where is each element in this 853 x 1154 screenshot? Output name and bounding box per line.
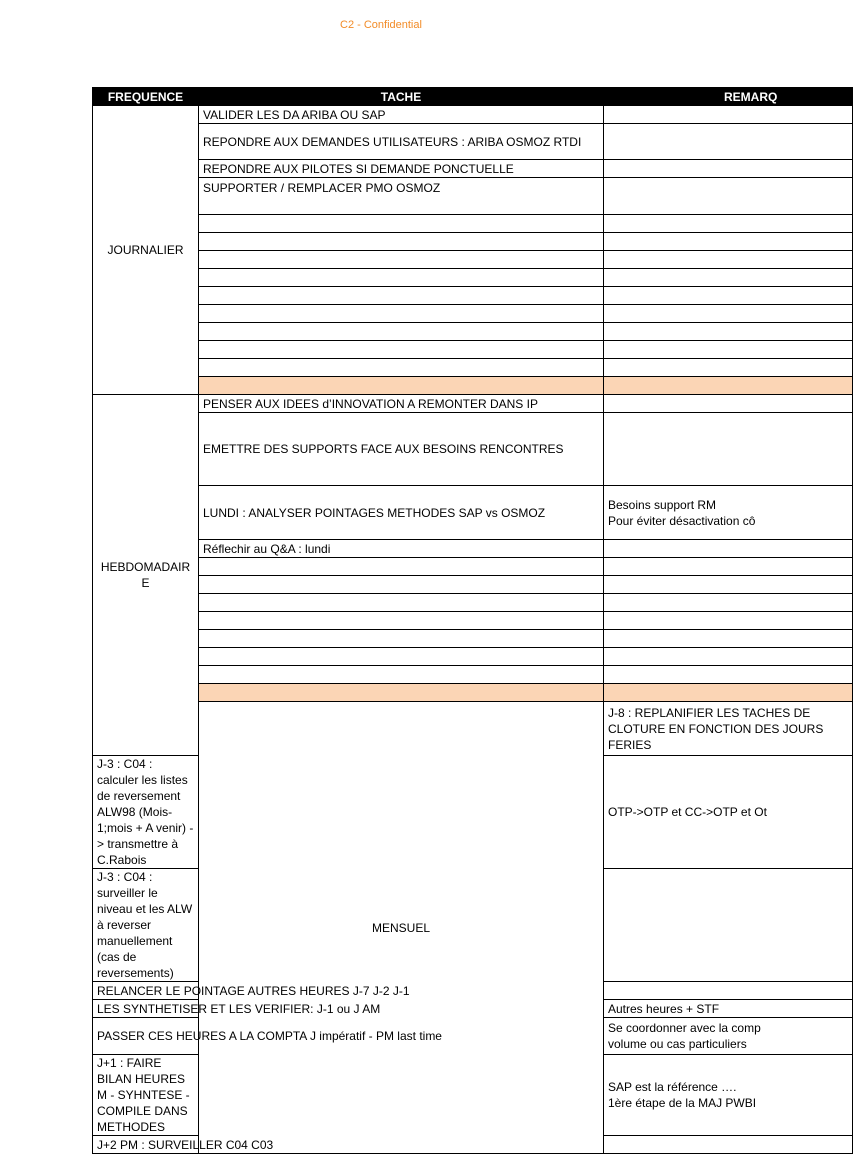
frequency-hebdomadaire-label: HEBDOMADAIRE (100, 560, 191, 590)
task-cell[interactable]: J+1 : FAIRE BILAN HEURES M - SYHNTESE - COMPILE DANS METHODES (93, 1055, 199, 1136)
table-row[interactable] (93, 486, 853, 540)
empty-row[interactable] (93, 630, 853, 648)
empty-row[interactable] (93, 323, 853, 341)
remark-cell[interactable] (604, 124, 853, 160)
remark-cell[interactable] (604, 341, 853, 359)
header-remarque: REMARQ (604, 88, 853, 106)
remark-cell[interactable] (604, 1018, 853, 1055)
task-cell[interactable]: EMETTRE DES SUPPORTS FACE AUX BESOINS RENCONTRES (199, 413, 604, 486)
task-cell[interactable] (199, 612, 604, 630)
remark-cell[interactable] (604, 287, 853, 305)
empty-row[interactable] (93, 269, 853, 287)
separator-row (93, 684, 853, 702)
table-row[interactable] (93, 178, 853, 215)
table-row[interactable] (93, 540, 853, 558)
empty-row[interactable] (93, 233, 853, 251)
separator-row (93, 377, 853, 395)
remark-cell[interactable] (604, 558, 853, 576)
separator-cell (604, 377, 853, 395)
separator-cell (199, 377, 604, 395)
task-table (92, 87, 853, 1154)
task-cell[interactable] (199, 215, 604, 233)
remark-cell[interactable] (604, 359, 853, 377)
remark-cell[interactable] (604, 160, 853, 178)
remark-cell[interactable] (604, 1055, 853, 1136)
task-cell[interactable] (199, 558, 604, 576)
task-cell[interactable]: PENSER AUX IDEES d’INNOVATION A REMONTER DANS IP (199, 395, 604, 413)
empty-row[interactable] (93, 341, 853, 359)
remark-cell[interactable] (604, 666, 853, 684)
remark-cell[interactable] (604, 251, 853, 269)
task-cell[interactable] (199, 576, 604, 594)
remark-line: Pour éviter désactivation cô (608, 513, 756, 528)
task-cell[interactable]: J-8 : REPLANIFIER LES TACHES DE CLOTURE EN FONCTION DES JOURS FERIES (604, 702, 853, 756)
remark-line: volume ou cas particuliers (608, 1037, 747, 1051)
remark-cell[interactable] (604, 215, 853, 233)
task-cell[interactable]: J+2 PM : SURVEILLER C04 C03 (93, 1136, 199, 1154)
table-row[interactable] (93, 124, 853, 160)
remark-cell[interactable] (604, 106, 853, 124)
separator-cell (199, 684, 604, 702)
empty-row[interactable] (93, 576, 853, 594)
task-cell[interactable] (199, 648, 604, 666)
task-cell[interactable] (199, 287, 604, 305)
task-cell[interactable]: SUPPORTER / REMPLACER PMO OSMOZ (199, 178, 604, 215)
remark-line: 1ère étape de la MAJ PWBI (608, 1096, 757, 1110)
remark-cell[interactable] (604, 576, 853, 594)
task-cell[interactable] (199, 233, 604, 251)
task-cell[interactable] (199, 594, 604, 612)
frequency-journalier: JOURNALIER (93, 106, 199, 395)
task-cell[interactable] (199, 630, 604, 648)
task-cell[interactable]: J-3 : C04 : calculer les listes de reversement ALW98 (Mois-1;mois + A venir) -> transmettre à C.Rabois (93, 756, 199, 869)
remark-cell[interactable] (604, 233, 853, 251)
empty-row[interactable] (93, 612, 853, 630)
empty-row[interactable] (93, 666, 853, 684)
separator-cell (604, 684, 853, 702)
task-cell[interactable]: PASSER CES HEURES A LA COMPTA J impératif - PM last time (93, 1018, 199, 1055)
task-cell[interactable] (199, 359, 604, 377)
remark-cell[interactable] (604, 305, 853, 323)
remark-cell[interactable] (604, 630, 853, 648)
remark-cell[interactable]: OTP->OTP et CC->OTP et Ot (604, 756, 853, 869)
remark-cell[interactable]: Autres heures + STF (604, 1000, 853, 1018)
task-cell[interactable] (199, 341, 604, 359)
table-row[interactable] (93, 413, 853, 486)
task-cell[interactable]: Réflechir au Q&A : lundi (199, 540, 604, 558)
remark-cell[interactable] (604, 612, 853, 630)
task-cell[interactable] (199, 323, 604, 341)
empty-row[interactable] (93, 251, 853, 269)
empty-row[interactable] (93, 558, 853, 576)
empty-row[interactable] (93, 305, 853, 323)
remark-cell[interactable] (604, 648, 853, 666)
task-cell[interactable]: VALIDER LES DA ARIBA OU SAP (199, 106, 604, 124)
task-cell[interactable]: LES SYNTHETISER ET LES VERIFIER: J-1 ou J AM (93, 1000, 199, 1018)
remark-line: Besoins support RM (608, 497, 717, 512)
header-frequence: FREQUENCE (93, 88, 199, 106)
remark-line: SAP est la référence …. (608, 1080, 737, 1094)
frequency-mensuel: MENSUEL (199, 702, 604, 1154)
table-row[interactable] (93, 106, 853, 124)
remark-line: Se coordonner avec la comp (608, 1021, 761, 1035)
empty-row[interactable] (93, 359, 853, 377)
empty-row[interactable] (93, 594, 853, 612)
task-cell[interactable]: J-3 : C04 : surveiller le niveau et les ALW à reverser manuellement (cas de reversements) (93, 869, 199, 982)
empty-row[interactable] (93, 215, 853, 233)
task-cell[interactable] (199, 251, 604, 269)
header-tache: TACHE (199, 88, 604, 106)
remark-cell[interactable] (604, 323, 853, 341)
remark-cell[interactable] (604, 982, 853, 1000)
table-row[interactable] (93, 395, 853, 413)
table-row[interactable] (93, 160, 853, 178)
task-cell[interactable] (199, 269, 604, 287)
task-sheet (92, 87, 824, 1154)
remark-cell[interactable] (604, 594, 853, 612)
remark-cell[interactable] (604, 413, 853, 486)
remark-cell[interactable] (604, 178, 853, 215)
task-cell[interactable]: RELANCER LE POINTAGE AUTRES HEURES J-7 J-2 J-1 (93, 982, 199, 1000)
confidential-label: C2 - Confidential (340, 19, 422, 31)
remark-cell[interactable] (604, 869, 853, 982)
remark-cell[interactable] (604, 540, 853, 558)
task-cell[interactable] (199, 666, 604, 684)
header-row (93, 88, 853, 106)
empty-row[interactable] (93, 648, 853, 666)
table-row[interactable] (93, 702, 853, 756)
empty-row[interactable] (93, 287, 853, 305)
frequency-hebdomadaire (93, 395, 199, 756)
task-cell[interactable]: LUNDI : ANALYSER POINTAGES METHODES SAP vs OSMOZ (199, 486, 604, 540)
remark-cell[interactable] (604, 486, 853, 540)
remark-cell[interactable] (604, 269, 853, 287)
task-cell[interactable]: REPONDRE AUX PILOTES SI DEMANDE PONCTUELLE (199, 160, 604, 178)
remark-cell[interactable] (604, 395, 853, 413)
task-cell[interactable] (199, 305, 604, 323)
task-cell[interactable]: REPONDRE AUX DEMANDES UTILISATEURS : ARIBA OSMOZ RTDI (199, 124, 604, 160)
remark-cell[interactable] (604, 1136, 853, 1154)
